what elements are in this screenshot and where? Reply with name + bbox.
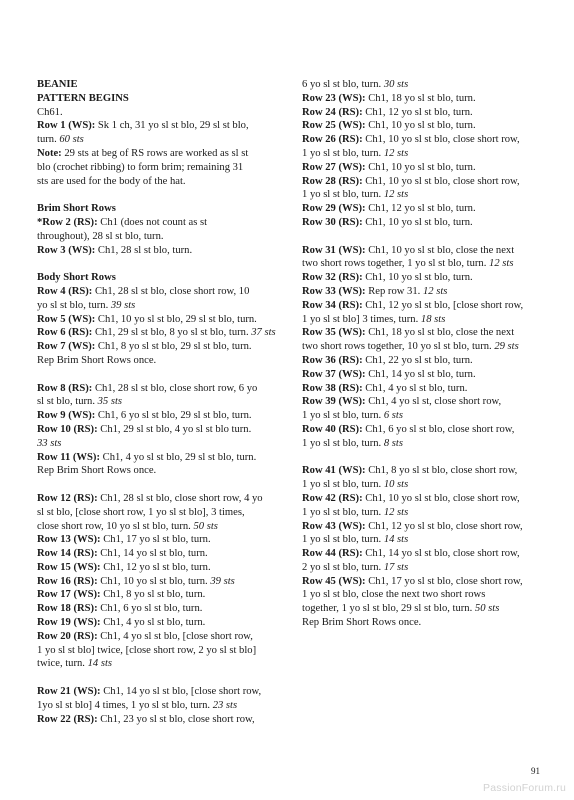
row-21: Row 21 (WS): Ch1, 14 yo sl st blo, [close short row, bbox=[37, 686, 262, 698]
row-14: Row 14 (RS): Ch1, 14 yo sl st blo, turn. bbox=[37, 548, 208, 560]
stitch-count: 6 sts bbox=[383, 410, 403, 422]
body-short-rows-heading: Body Short Rows bbox=[37, 272, 116, 284]
rows-21-22-block bbox=[37, 685, 282, 726]
right-column bbox=[302, 78, 550, 630]
row-20-cont: twice, turn. 14 sts bbox=[37, 658, 113, 670]
row-44-cont: 2 yo sl st blo, turn. 17 sts bbox=[302, 561, 409, 573]
stitch-count: 12 sts bbox=[489, 258, 514, 270]
row-40-cont: 1 yo sl st blo, turn. 8 sts bbox=[302, 437, 403, 449]
rows-12-20-block bbox=[37, 492, 282, 671]
pattern-header bbox=[37, 78, 282, 188]
row-31-cont: two short rows together, 1 yo sl st blo, turn. 12 sts bbox=[302, 258, 514, 270]
row-15: Row 15 (WS): Ch1, 12 yo sl st blo, turn. bbox=[37, 561, 211, 573]
row-37: Row 37 (WS): Ch1, 14 yo sl st blo, turn. bbox=[302, 368, 476, 380]
row-20-cont: 1 yo sl st blo] twice, [close short row, 2 yo sl st blo] bbox=[37, 644, 257, 656]
row-1: Row 1 (WS): Sk 1 ch, 31 yo sl st blo, 29 sl st blo, bbox=[37, 120, 249, 132]
row-2: *Row 2 (RS): Ch1 (does not count as st bbox=[37, 216, 208, 228]
row-6: Row 6 (RS): Ch1, 29 sl st blo, 8 yo sl st blo, turn. 37 sts bbox=[37, 327, 276, 339]
rows-31-40-block bbox=[302, 244, 550, 451]
row-20: Row 20 (RS): Ch1, 4 yo sl st blo, [close short row, bbox=[37, 630, 253, 642]
row-7: Row 7 (WS): Ch1, 8 yo sl st blo, 29 sl st blo, turn. bbox=[37, 341, 252, 353]
rows-22-30-block bbox=[302, 78, 550, 230]
stitch-count: 17 sts bbox=[383, 561, 409, 573]
stitch-count: 8 sts bbox=[383, 437, 403, 449]
row-40: Row 40 (RS): Ch1, 6 yo sl st blo, close short row, bbox=[302, 423, 515, 435]
section-title: BEANIE bbox=[37, 79, 78, 90]
stitch-count: 60 sts bbox=[59, 134, 84, 146]
stitch-count: 39 sts bbox=[210, 575, 235, 587]
rows-8-11-block bbox=[37, 382, 282, 479]
left-column bbox=[37, 78, 282, 726]
row-36: Row 36 (RS): Ch1, 22 yo sl st blo, turn. bbox=[302, 354, 473, 366]
row-2-cont: throughout), 28 sl st blo, turn. bbox=[37, 230, 164, 242]
row-27: Row 27 (WS): Ch1, 10 yo sl st blo, turn. bbox=[302, 161, 476, 173]
watermark: PassionForum.ru bbox=[483, 782, 566, 794]
row-5: Row 5 (WS): Ch1, 10 yo sl st blo, 29 sl st blo, turn. bbox=[37, 313, 257, 325]
row-30: Row 30 (RS): Ch1, 10 yo sl st blo, turn. bbox=[302, 216, 473, 228]
row-12-cont: sl st blo, [close short row, 1 yo sl st blo], 3 times, bbox=[37, 506, 245, 518]
row-28: Row 28 (RS): Ch1, 10 yo sl st blo, close short row, bbox=[302, 175, 520, 187]
note: Note: 29 sts at beg of RS rows are worked as sl st bbox=[37, 147, 249, 159]
row-17: Row 17 (WS): Ch1, 8 yo sl st blo, turn. bbox=[37, 589, 206, 601]
row-39-cont: 1 yo sl st blo, turn. 6 sts bbox=[302, 410, 403, 422]
row-34-cont: 1 yo sl st blo] 3 times, turn. 18 sts bbox=[302, 313, 446, 325]
stitch-count: 29 sts bbox=[494, 341, 519, 353]
body-short-rows-block bbox=[37, 271, 282, 368]
row-43-cont: 1 yo sl st blo, turn. 14 sts bbox=[302, 534, 409, 546]
row-19: Row 19 (WS): Ch1, 4 yo sl st blo, turn. bbox=[37, 617, 206, 629]
repeat-instruction: Rep Brim Short Rows once. bbox=[37, 354, 157, 366]
row-26-cont: 1 yo sl st blo, turn. 12 sts bbox=[302, 147, 409, 159]
stitch-count: 50 sts bbox=[474, 603, 500, 615]
row-13: Row 13 (WS): Ch1, 17 yo sl st blo, turn. bbox=[37, 534, 211, 546]
stitch-count: 23 sts bbox=[212, 699, 238, 711]
row-29: Row 29 (WS): Ch1, 12 yo sl st blo, turn. bbox=[302, 203, 476, 215]
row-21-cont: 1yo sl st blo] 4 times, 1 yo sl st blo, turn. 23 sts bbox=[37, 699, 238, 711]
row-4-cont: yo sl st blo, turn. 39 sts bbox=[37, 299, 136, 311]
row-38: Row 38 (RS): Ch1, 4 yo sl st blo, turn. bbox=[302, 382, 468, 394]
repeat-instruction: Rep Brim Short Rows once. bbox=[37, 465, 157, 477]
row-18: Row 18 (RS): Ch1, 6 yo sl st blo, turn. bbox=[37, 603, 203, 615]
stitch-count: 39 sts bbox=[110, 299, 136, 311]
row-1-cont: turn. 60 sts bbox=[37, 134, 84, 146]
row-23: Row 23 (WS): Ch1, 18 yo sl st blo, turn. bbox=[302, 92, 476, 104]
page-number: 91 bbox=[531, 766, 540, 776]
note-cont: blo (crochet ribbing) to form brim; remaining 31 bbox=[37, 161, 244, 173]
row-3: Row 3 (WS): Ch1, 28 sl st blo, turn. bbox=[37, 244, 193, 256]
row-43: Row 43 (WS): Ch1, 12 yo sl st blo, close short row, bbox=[302, 520, 523, 532]
section-subtitle: PATTERN BEGINS bbox=[37, 92, 129, 104]
stitch-count: 12 sts bbox=[383, 189, 409, 201]
stitch-count: 37 sts bbox=[251, 327, 276, 339]
row-45-cont: 1 yo sl st blo, close the next two short rows bbox=[302, 589, 486, 601]
rows-41-45-block bbox=[302, 464, 550, 630]
stitch-count: 14 sts bbox=[87, 658, 113, 670]
stitch-count: 12 sts bbox=[422, 285, 448, 297]
row-10: Row 10 (RS): Ch1, 29 sl st blo, 4 yo sl st blo turn. bbox=[37, 423, 252, 435]
row-22-cont: 6 yo sl st blo, turn. 30 sts bbox=[302, 79, 409, 90]
brim-short-rows-block bbox=[37, 202, 282, 257]
row-45-cont: together, 1 yo sl st blo, 29 sl st blo, turn. 50 sts bbox=[302, 603, 500, 615]
row-28-cont: 1 yo sl st blo, turn. 12 sts bbox=[302, 189, 409, 201]
row-42-cont: 1 yo sl st blo, turn. 12 sts bbox=[302, 506, 409, 518]
row-34: Row 34 (RS): Ch1, 12 yo sl st blo, [close short row, bbox=[302, 299, 524, 311]
row-33: Row 33 (WS): Rep row 31. 12 sts bbox=[302, 285, 448, 297]
stitch-count: 30 sts bbox=[383, 79, 409, 90]
stitch-count: 18 sts bbox=[420, 313, 446, 325]
row-24: Row 24 (RS): Ch1, 12 yo sl st blo, turn. bbox=[302, 106, 473, 118]
row-11: Row 11 (WS): Ch1, 4 yo sl st blo, 29 sl st blo, turn. bbox=[37, 451, 257, 463]
row-39: Row 39 (WS): Ch1, 4 yo sl st, close short row, bbox=[302, 396, 502, 408]
row-22: Row 22 (RS): Ch1, 23 yo sl st blo, close short row, bbox=[37, 713, 255, 725]
row-8: Row 8 (RS): Ch1, 28 sl st blo, close short row, 6 yo bbox=[37, 382, 258, 394]
foundation-chain: Ch61. bbox=[37, 106, 63, 118]
row-35: Row 35 (WS): Ch1, 18 yo sl st blo, close the next bbox=[302, 327, 515, 339]
row-41: Row 41 (WS): Ch1, 8 yo sl st blo, close short row, bbox=[302, 465, 518, 477]
row-25: Row 25 (WS): Ch1, 10 yo sl st blo, turn. bbox=[302, 120, 476, 132]
repeat-instruction: Rep Brim Short Rows once. bbox=[302, 617, 422, 629]
stitch-count: 12 sts bbox=[383, 147, 409, 159]
row-45: Row 45 (WS): Ch1, 17 yo sl st blo, close short row, bbox=[302, 575, 523, 587]
stitch-count: 14 sts bbox=[383, 534, 409, 546]
row-44: Row 44 (RS): Ch1, 14 yo sl st blo, close short row, bbox=[302, 548, 520, 560]
stitch-count: 50 sts bbox=[193, 520, 218, 532]
row-16: Row 16 (RS): Ch1, 10 yo sl st blo, turn. 39 sts bbox=[37, 575, 235, 587]
stitch-count: 12 sts bbox=[383, 506, 409, 518]
stitch-count: 33 sts bbox=[37, 437, 62, 449]
stitch-count: 10 sts bbox=[383, 479, 409, 491]
row-41-cont: 1 yo sl st blo, turn. 10 sts bbox=[302, 479, 409, 491]
stitch-count: 35 sts bbox=[97, 396, 123, 408]
row-42: Row 42 (RS): Ch1, 10 yo sl st blo, close short row, bbox=[302, 492, 520, 504]
row-35-cont: two short rows together, 10 yo sl st blo, turn. 29 sts bbox=[302, 341, 519, 353]
row-26: Row 26 (RS): Ch1, 10 yo sl st blo, close short row, bbox=[302, 134, 520, 146]
row-31: Row 31 (WS): Ch1, 10 yo sl st blo, close the next bbox=[302, 244, 515, 256]
row-4: Row 4 (RS): Ch1, 28 sl st blo, close short row, 10 bbox=[37, 285, 250, 297]
note-cont: sts are used for the body of the hat. bbox=[37, 175, 186, 187]
row-9: Row 9 (WS): Ch1, 6 yo sl st blo, 29 sl st blo, turn. bbox=[37, 410, 252, 422]
brim-short-rows-heading: Brim Short Rows bbox=[37, 203, 116, 215]
row-8-cont: sl st blo, turn. 35 sts bbox=[37, 396, 123, 408]
row-12: Row 12 (RS): Ch1, 28 sl st blo, close short row, 4 yo bbox=[37, 492, 263, 504]
row-12-cont: close short row, 10 yo sl st blo, turn. 50 sts bbox=[37, 520, 218, 532]
row-32: Row 32 (RS): Ch1, 10 yo sl st blo, turn. bbox=[302, 272, 473, 284]
